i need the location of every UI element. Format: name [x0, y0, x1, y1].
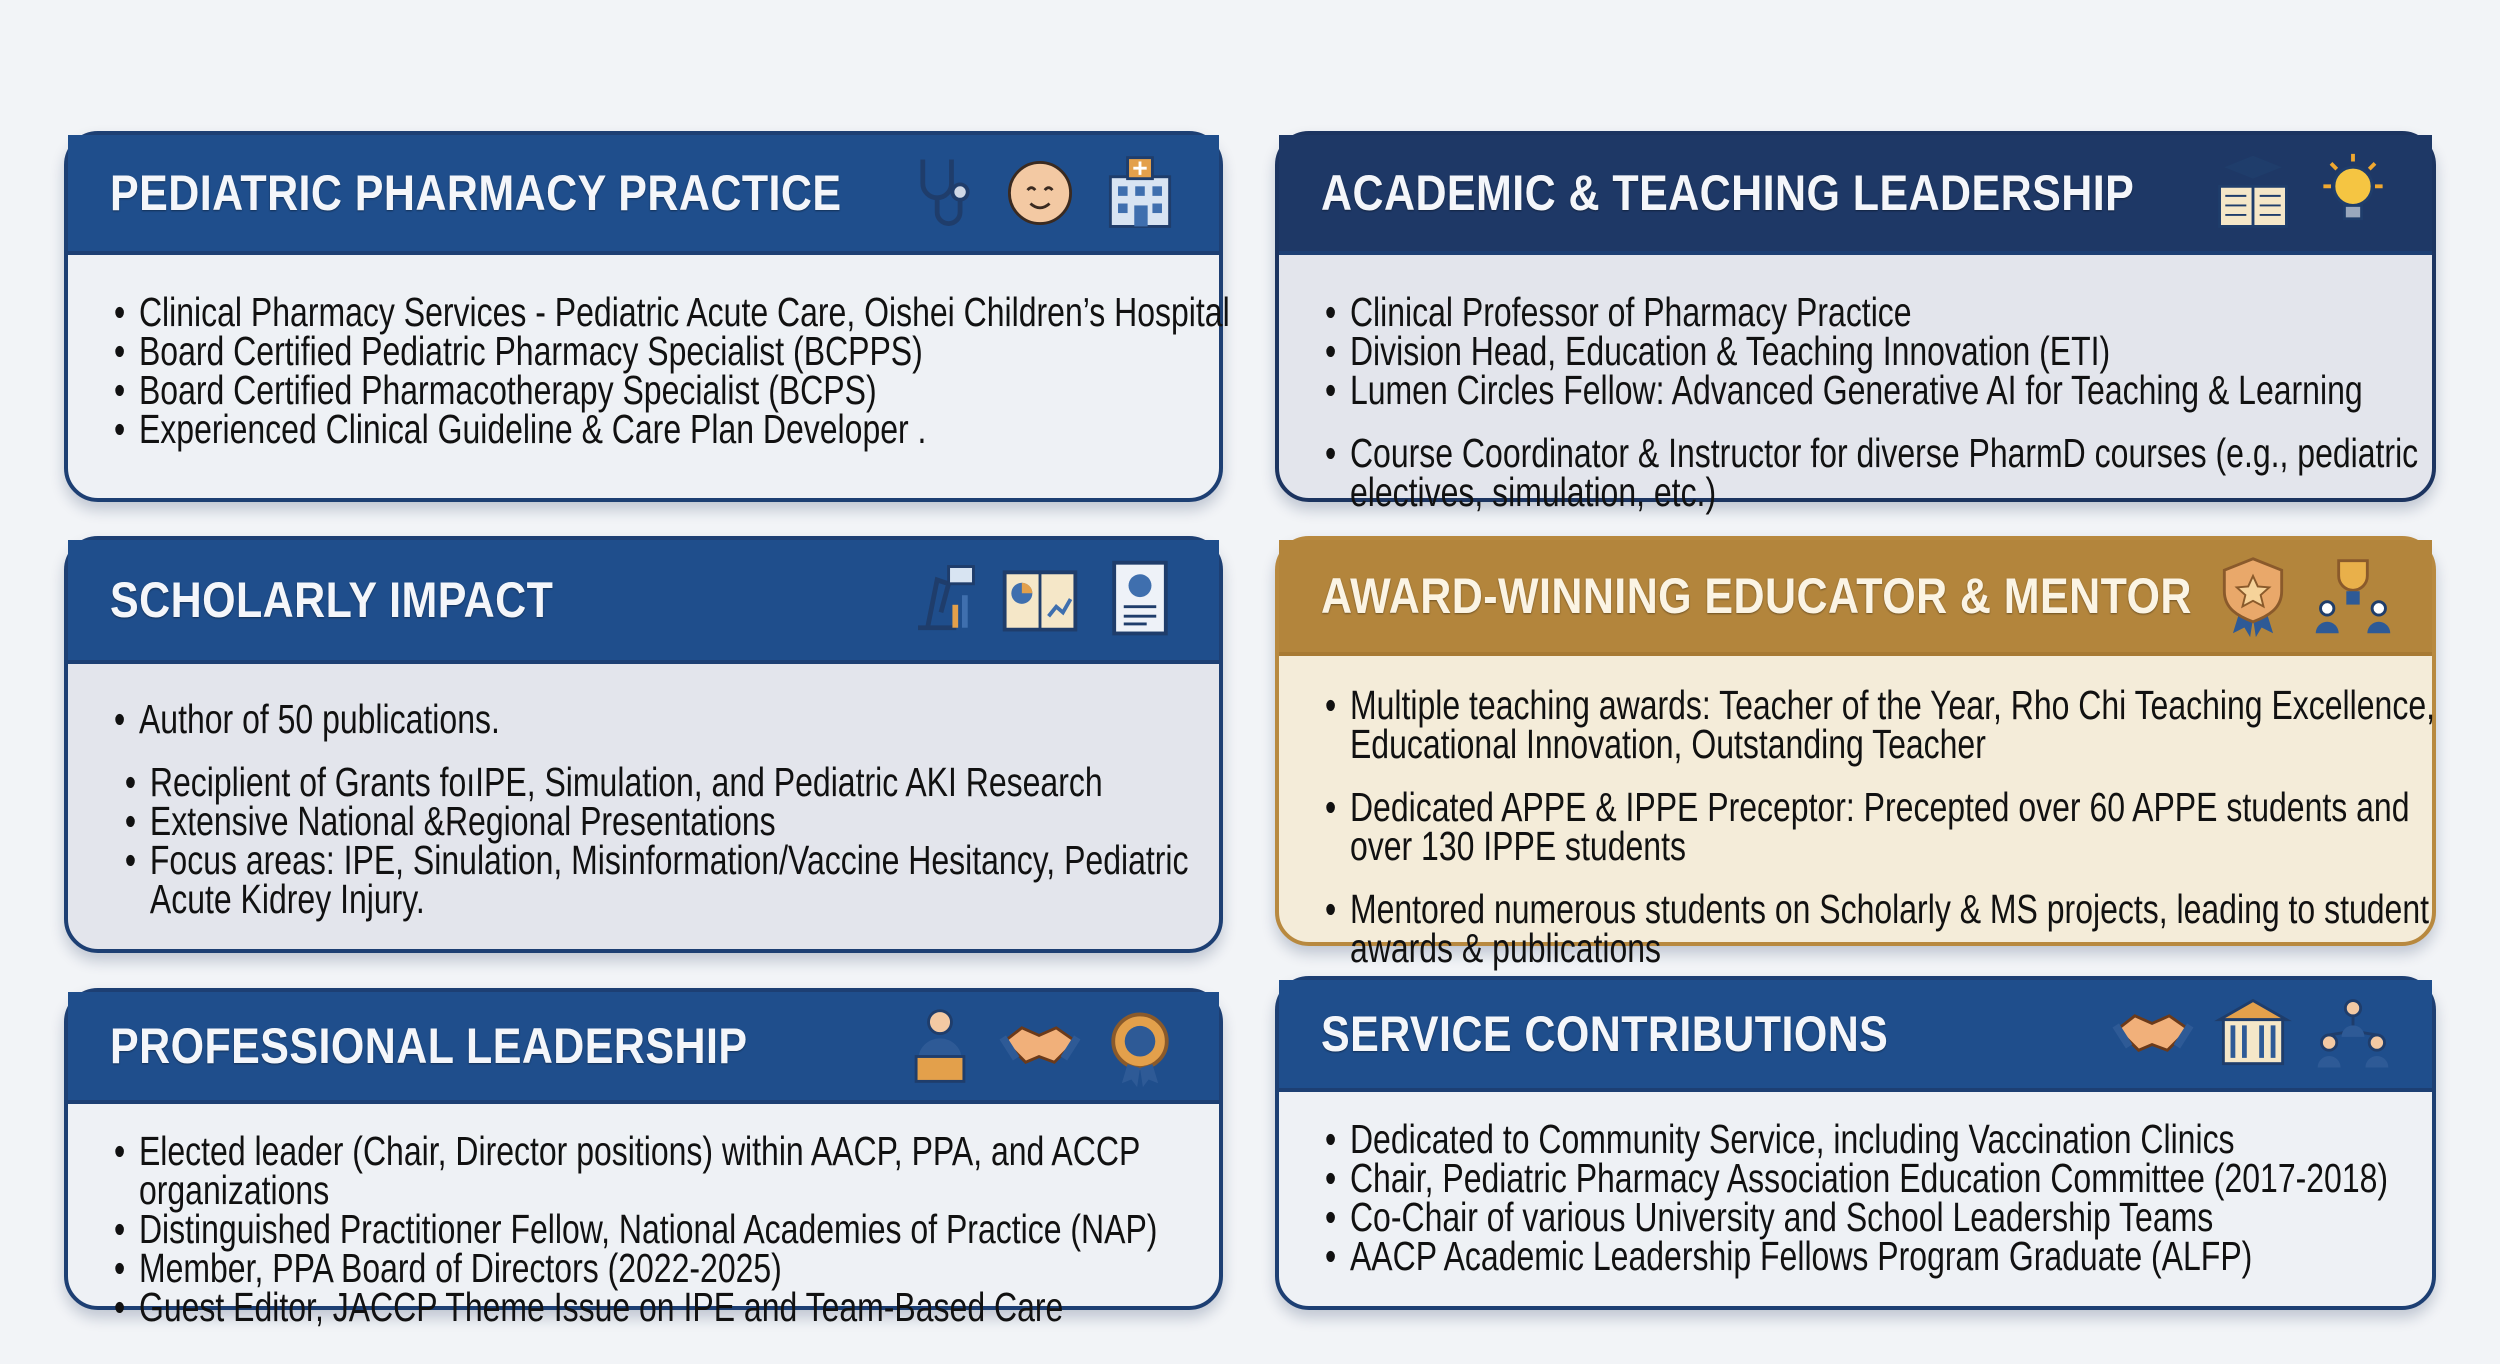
card-header [1279, 135, 2432, 255]
seal-icon [1097, 1003, 1183, 1089]
card-award-winning-educator-mentor [1275, 536, 2436, 971]
trophy-students-icon [2310, 553, 2396, 639]
card-header [68, 135, 1219, 255]
icon-group [2110, 991, 2396, 1077]
bullet-list [1325, 1116, 2476, 1279]
card-title: SERVICE CONTRIBUTIONS [1321, 1006, 1889, 1062]
bullet-item: • Course Coordinator & Instructor for diverse PharmD courses (e.g., pediatric electives, simulation, etc.) [1325, 434, 2476, 512]
card-academic-teaching-leadership [1275, 131, 2436, 515]
bullet-item: • Extensive National &Regional Presentations [125, 802, 1263, 841]
bullet-item: • Co-Chair of various University and School Leadership Teams [1325, 1198, 2476, 1237]
bullet-item: • Clinical Professor of Pharmacy Practice [1325, 293, 2476, 332]
lightbulb-icon [2310, 150, 2396, 236]
bullet-list [1325, 289, 2476, 515]
baby-face-icon [997, 150, 1083, 236]
bullet-item: • Board Certified Pharmacotherapy Specialist (BCPS) [114, 371, 1263, 410]
card-title: PEDIATRIC PHARMACY PRACTICE [110, 165, 842, 221]
bullet-item: • Reciplient of Grants foıIPE, Simulation, and Pediatric AKI Research [125, 763, 1263, 802]
bullet-list [1325, 682, 2476, 971]
bullet-item: • Dedicated APPE & IPPE Preceptor: Precepted over 60 APPE students and over 130 IPPE students [1325, 788, 2476, 866]
bullet-item: • Lumen Circles Fellow: Advanced Generative AI for Teaching & Learning [1325, 371, 2476, 410]
university-building-icon [2210, 991, 2296, 1077]
speaker-podium-icon [897, 1003, 983, 1089]
bullet-item: • Dedicated to Community Service, including Vaccination Clinics [1325, 1120, 2476, 1159]
bullet-item: • Elected leader (Chair, Director positions) within AACP, PPA, and ACCP organizations [114, 1132, 1263, 1210]
icon-group [897, 557, 1183, 643]
card-title: PROFESSIONAL LEADERSHIP [110, 1018, 748, 1074]
card-scholarly-impact [64, 536, 1223, 953]
bullet-item: • AACP Academic Leadership Fellows Program Graduate (ALFP) [1325, 1237, 2476, 1276]
award-badge-icon [2210, 553, 2296, 639]
bullet-list [114, 289, 1263, 452]
icon-group [2210, 553, 2396, 639]
microscope-chart-icon [897, 557, 983, 643]
bullet-item: • Clinical Pharmacy Services - Pediatric Acute Care, Oishei Children’s Hospital [114, 293, 1263, 332]
bullet-item: • Experienced Clinical Guideline & Care Plan Developer . [114, 410, 1263, 449]
card-title: AWARD-WINNING EDUCATOR & MENTOR [1321, 568, 2192, 624]
report-book-icon [997, 557, 1083, 643]
bullet-item: • Mentored numerous students on Scholarly & MS projects, leading to student awards & publications [1325, 890, 2476, 968]
bullet-item: • Author of 50 publications. [114, 700, 1263, 739]
stethoscope-icon [897, 150, 983, 236]
bullet-list [114, 696, 1263, 922]
handshake-icon [2110, 991, 2196, 1077]
card-header [68, 540, 1219, 664]
handshake-icon [997, 1003, 1083, 1089]
community-network-icon [2310, 991, 2396, 1077]
card-professional-leadership [64, 988, 1223, 1330]
card-pediatric-pharmacy-practice [64, 131, 1230, 502]
card-service-contributions [1275, 976, 2436, 1310]
hospital-icon [1097, 150, 1183, 236]
document-icon [1097, 557, 1183, 643]
bullet-item: • Member, PPA Board of Directors (2022-2025) [114, 1249, 1263, 1288]
icon-group [2210, 150, 2396, 236]
bullet-item: • Chair, Pediatric Pharmacy Association Education Committee (2017-2018) [1325, 1159, 2476, 1198]
bullet-list [114, 1128, 1263, 1330]
card-title: ACADEMIC & TEACHING LEADERSHIP [1321, 165, 2135, 221]
icon-group [897, 150, 1183, 236]
bullet-item: • Multiple teaching awards: Teacher of the Year, Rho Chi Teaching Excellence, Educational Innovation, Outstanding Teacher [1325, 686, 2476, 764]
bullet-item: • Distinguished Practitioner Fellow, National Academies of Practice (NAP) [114, 1210, 1263, 1249]
card-header [1279, 980, 2432, 1092]
open-book-graduation-cap-icon [2210, 150, 2296, 236]
card-title: SCHOLARLY IMPACT [110, 572, 554, 628]
bullet-item: • Guest Editor, JACCP Theme Issue on IPE and Team-Based Care [114, 1288, 1263, 1327]
bullet-item: • Focus areas: IPE, Sinulation, Misinformation/Vaccine Hesitancy, Pediatric Acute Kidrey Injury. [125, 841, 1263, 919]
bullet-item: • Board Certified Pediatric Pharmacy Specialist (BCPPS) [114, 332, 1263, 371]
card-header [1279, 540, 2432, 656]
card-header [68, 992, 1219, 1104]
icon-group [897, 1003, 1183, 1089]
bullet-item: • Division Head, Education & Teaching Innovation (ETI) [1325, 332, 2476, 371]
